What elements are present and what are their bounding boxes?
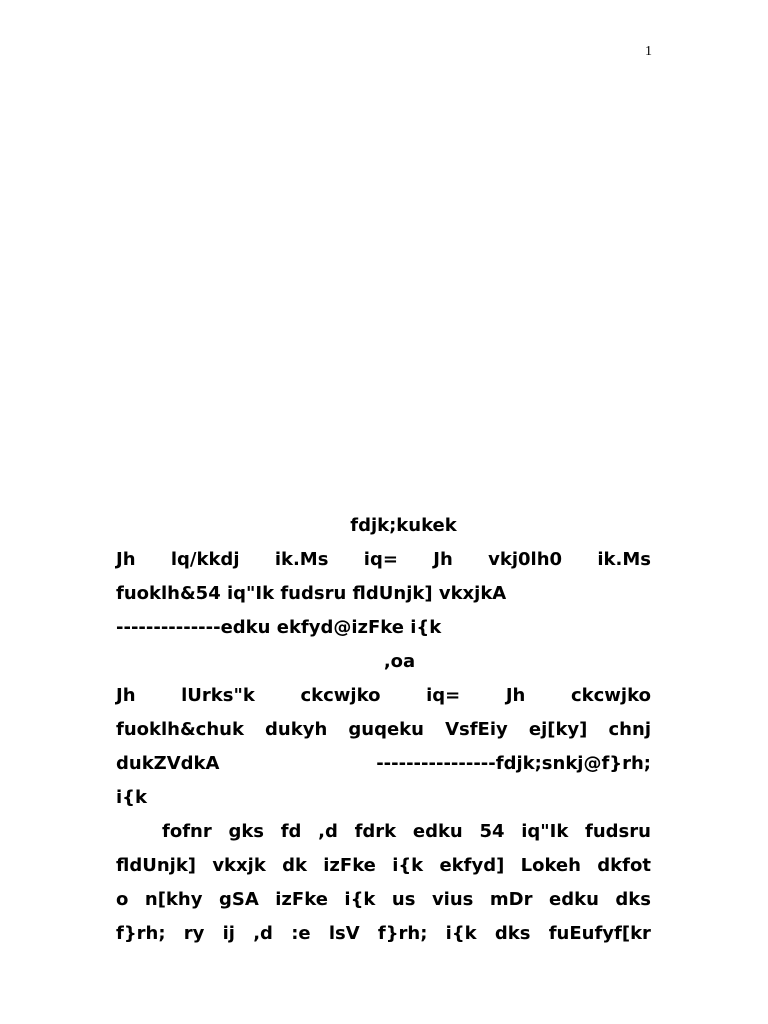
word: o — [116, 889, 129, 910]
word: dkfot — [597, 855, 651, 876]
word: ,d — [253, 923, 273, 944]
word: us — [391, 889, 416, 910]
word: izFke — [323, 855, 376, 876]
party-two-address — [116, 713, 651, 747]
word: dks — [615, 889, 651, 910]
word: vkj0lh0 — [488, 549, 563, 570]
word: i{k — [445, 923, 477, 944]
word: lq/kkdj — [170, 549, 240, 570]
word: mDr — [489, 889, 533, 910]
word: dk — [282, 855, 307, 876]
word: gSA — [218, 889, 259, 910]
word: edku — [412, 821, 463, 842]
word: ik.Ms — [597, 549, 651, 570]
word: ej[ky] — [528, 719, 588, 740]
word: Lokeh — [520, 855, 581, 876]
body-paragraph-line — [116, 883, 651, 917]
word: iq= — [426, 685, 461, 706]
word: dukyh — [265, 719, 328, 740]
word: fd — [280, 821, 302, 842]
word: vius — [431, 889, 474, 910]
word: f}rh; — [116, 923, 166, 944]
word: ij — [222, 923, 235, 944]
word: n[khy — [144, 889, 203, 910]
document-body — [116, 509, 651, 951]
word: fdrk — [354, 821, 397, 842]
word: iq"Ik — [521, 821, 569, 842]
word: dks — [494, 923, 531, 944]
word: Jh — [505, 685, 526, 706]
word: chnj — [608, 719, 651, 740]
word: ----------------fdjk;snkj@f}rh; — [376, 753, 651, 774]
body-paragraph-line — [116, 917, 651, 951]
word: ik.Ms — [274, 549, 329, 570]
conjunction: ,oa — [383, 651, 416, 672]
body-paragraph-line — [116, 849, 651, 883]
word: VsfEiy — [445, 719, 508, 740]
word: fuoklh&chuk — [116, 719, 244, 740]
word: iq= — [363, 549, 398, 570]
word: edku — [549, 889, 599, 910]
word: i{k — [392, 855, 424, 876]
party-one-line — [116, 543, 651, 577]
word: gks — [228, 821, 265, 842]
word: ckcwjko — [300, 685, 381, 706]
word: fldUnjk] — [116, 855, 197, 876]
document-title: fdjk;kukek — [350, 515, 457, 536]
party-two-role-cont: i{k — [116, 787, 147, 808]
word: ry — [183, 923, 205, 944]
word: ckcwjko — [570, 685, 651, 706]
word: Jh — [433, 549, 453, 570]
word: guqeku — [348, 719, 424, 740]
page-number: 1 — [645, 44, 652, 59]
word: fuEufyf[kr — [548, 923, 651, 944]
word: ekfyd] — [439, 855, 505, 876]
word: 54 — [479, 821, 505, 842]
word: lUrks"k — [181, 685, 255, 706]
word: i{k — [344, 889, 376, 910]
party-two-line — [116, 679, 651, 713]
word: :e — [291, 923, 311, 944]
word: Jh — [116, 549, 136, 570]
party-one-address: fuoklh&54 iq"Ik fudsru fldUnjk] vkxjkA — [116, 583, 507, 604]
word: fofnr — [162, 821, 212, 842]
word: dukZVdkA — [116, 753, 220, 774]
word: Jh — [116, 685, 136, 706]
word: vkxjk — [212, 855, 266, 876]
word: fudsru — [585, 821, 651, 842]
party-one-role: --------------edku ekfyd@izFke i{k — [116, 617, 442, 638]
word: lsV — [328, 923, 360, 944]
party-two-role — [116, 747, 651, 781]
body-paragraph-line — [116, 815, 651, 849]
word: f}rh; — [377, 923, 428, 944]
word: izFke — [275, 889, 328, 910]
word: ,d — [318, 821, 338, 842]
